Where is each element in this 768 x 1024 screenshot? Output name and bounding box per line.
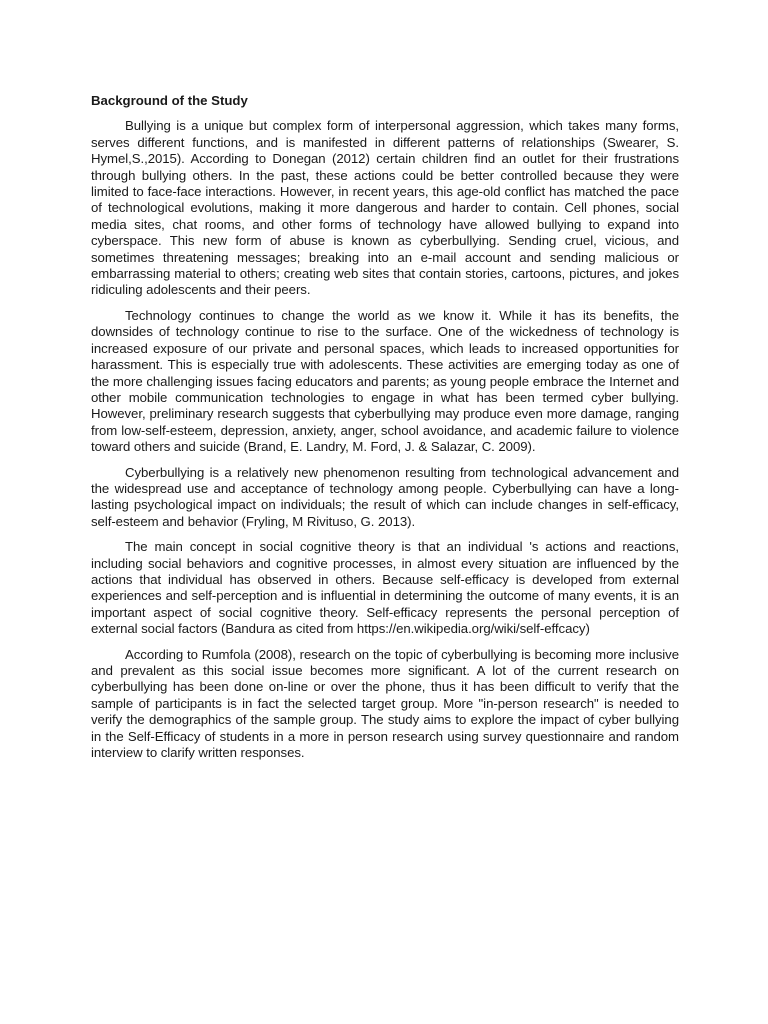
document-body [91,93,679,770]
paragraph-2: Technology continues to change the world as we know it. While it has its benefits, the downsides of technology continue to rise to the surface. One of the wickedness of technology is increased exposure of our private and personal spaces, which leads to increased opportunities for harassment. This is especially true with adolescents. These activities are emerging today as one of the more challenging issues facing educators and parents; as young people embrace the Internet and other mobile communication technologies to engage in what has been termed cyber bullying. However, preliminary research suggests that cyberbullying may produce even more damage, ranging from low-self-esteem, depression, anxiety, anger, school avoidance, and academic failure to violence toward others and suicide (Brand, E. Landry, M. Ford, J. & Salazar, C. 2009). [91,307,679,455]
paragraph-1: Bullying is a unique but complex form of interpersonal aggression, which takes many forms, serves different functions, and is manifested in different patterns of relationships (Swearer, S. Hymel,S.,2015). According to Donegan (2012) certain children find an outlet for their frustrations through bullying others. In the past, these actions could be better controlled because they were limited to face-face interactions. However, in recent years, this age-old conflict has matched the pace of technological evolutions, making it more dangerous and harder to contain. Cell phones, social media sites, chat rooms, and other forms of technology have allowed bullying to expand into cyberspace. This new form of abuse is known as cyberbullying. Sending cruel, vicious, and sometimes threatening messages; breaking into an e-mail account and sending malicious or embarrassing material to others; creating web sites that contain stories, cartoons, pictures, and jokes ridiculing adolescents and their peers. [91,118,679,298]
section-heading: Background of the Study [91,93,248,108]
paragraph-3: Cyberbullying is a relatively new phenomenon resulting from technological advancement and the widespread use and acceptance of technology among people. Cyberbullying can have a long-lasting psychological impact on individuals; the result of which can include changes in self-efficacy, self-esteem and behavior (Fryling, M Rivituso, G. 2013). [91,464,679,529]
paragraph-4: The main concept in social cognitive theory is that an individual 's actions and reactions, including social behaviors and cognitive processes, in almost every situation are influenced by the actions that individual has observed in others. Because self-efficacy is developed from external experiences and self-perception and is influential in determining the outcome of many events, it is an important aspect of social cognitive theory. Self-efficacy represents the personal perception of external social factors (Bandura as cited from https://en.wikipedia.org/wiki/self-effcacy) [91,539,679,637]
paragraph-5: According to Rumfola (2008), research on the topic of cyberbullying is becoming more inclusive and prevalent as this social issue becomes more significant. A lot of the current research on cyberbullying has been done on-line or over the phone, thus it has been difficult to verify that the sample of participants is in fact the selected target group. More "in-person research" is needed to verify the demographics of the sample group. The study aims to explore the impact of cyber bullying in the Self-Efficacy of students in a more in person research using survey questionnaire and random interview to clarify written responses. [91,646,679,761]
